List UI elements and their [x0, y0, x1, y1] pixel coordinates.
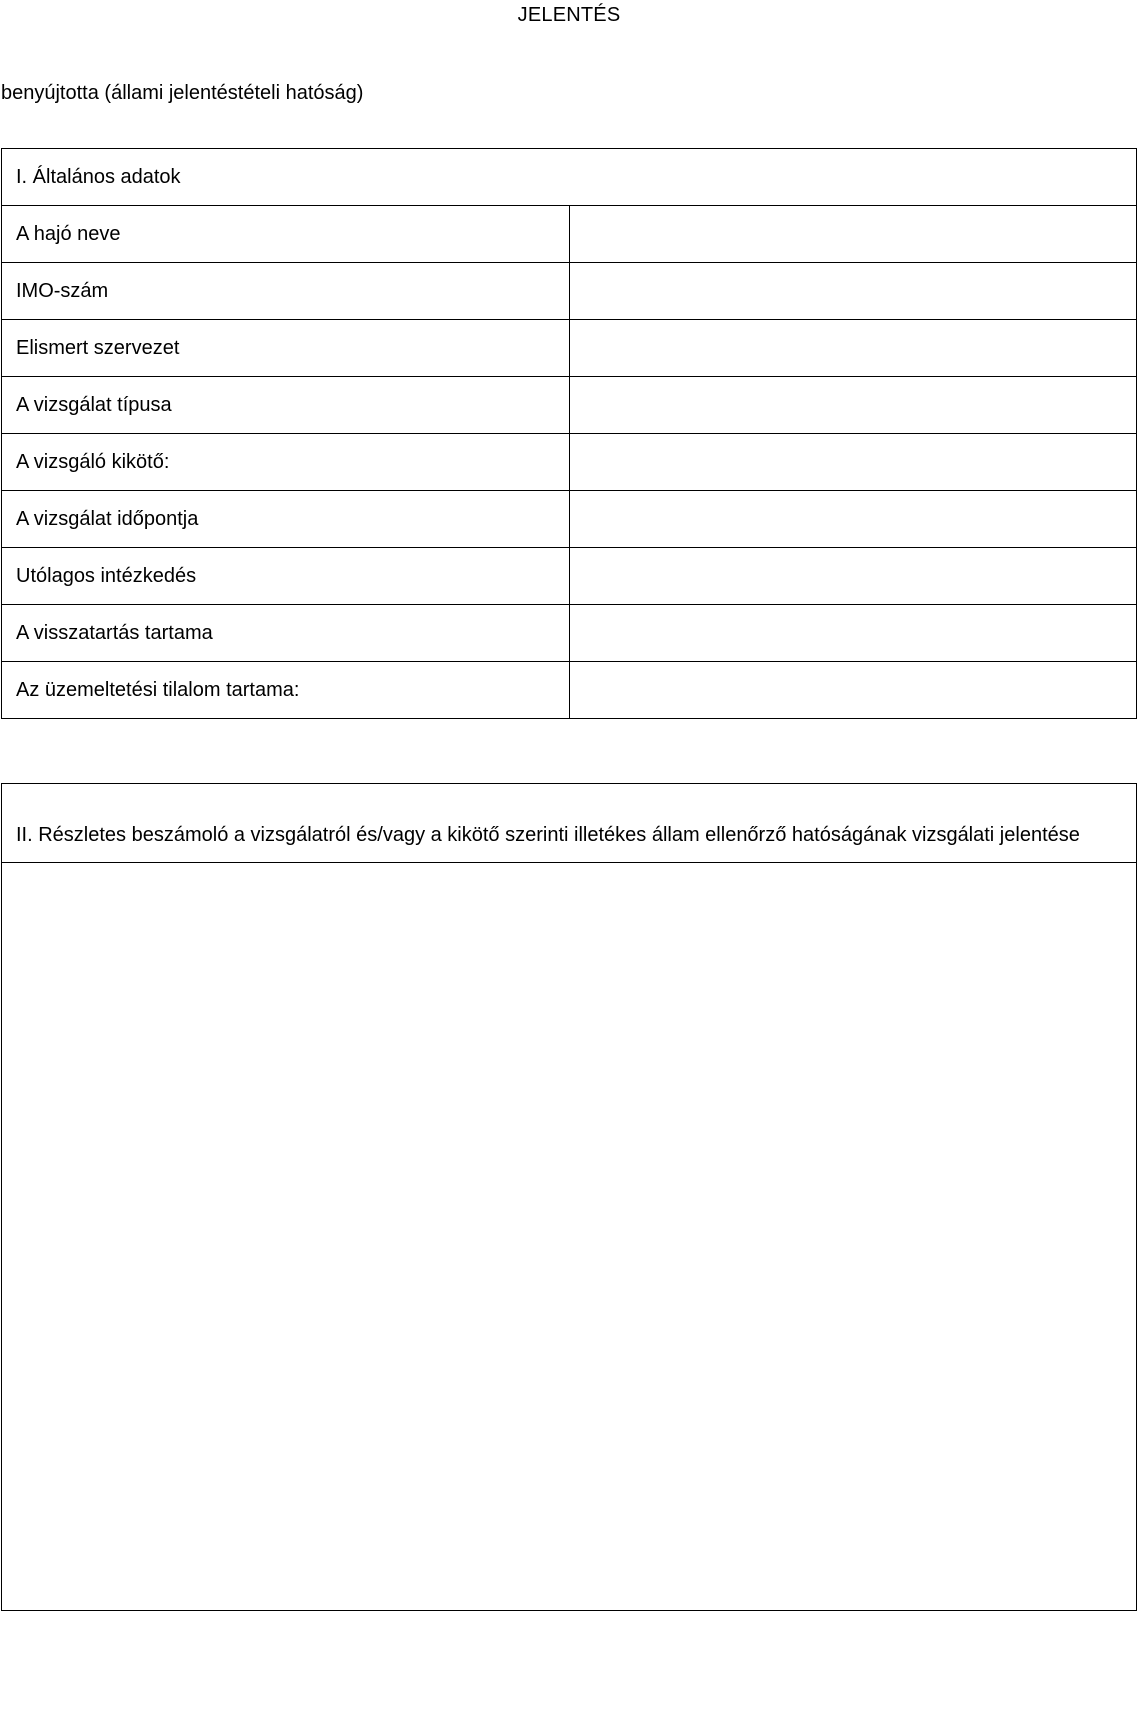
field-label-imo-number: IMO-szám	[2, 263, 570, 320]
field-value-operating-ban-duration[interactable]	[569, 662, 1137, 719]
field-label-operating-ban-duration: Az üzemeltetési tilalom tartama:	[2, 662, 570, 719]
field-label-follow-up-action: Utólagos intézkedés	[2, 548, 570, 605]
field-value-inspection-date[interactable]	[569, 491, 1137, 548]
table-row	[2, 662, 1137, 719]
general-data-table	[1, 148, 1137, 719]
detailed-report-body[interactable]	[2, 863, 1136, 1608]
table-row	[2, 434, 1137, 491]
field-value-inspection-port[interactable]	[569, 434, 1137, 491]
detailed-report-heading: II. Részletes beszámoló a vizsgálatról és/vagy a kikötő szerinti illetékes állam ellenőrző hatóságának vizsgálati jelentése	[2, 784, 1136, 863]
table-row	[2, 320, 1137, 377]
field-label-inspection-port: A vizsgáló kikötő:	[2, 434, 570, 491]
field-label-ship-name: A hajó neve	[2, 206, 570, 263]
detailed-report-box	[1, 783, 1137, 1611]
field-label-detention-duration: A visszatartás tartama	[2, 605, 570, 662]
field-value-detention-duration[interactable]	[569, 605, 1137, 662]
field-value-follow-up-action[interactable]	[569, 548, 1137, 605]
table-row	[2, 491, 1137, 548]
table-row	[2, 263, 1137, 320]
field-value-imo-number[interactable]	[569, 263, 1137, 320]
general-heading: I. Általános adatok	[2, 149, 1137, 206]
field-value-recognised-organisation[interactable]	[569, 320, 1137, 377]
submitted-by-label: benyújtotta (állami jelentéstételi hatóság)	[1, 82, 364, 104]
field-label-inspection-type: A vizsgálat típusa	[2, 377, 570, 434]
field-label-recognised-organisation: Elismert szervezet	[2, 320, 570, 377]
table-row	[2, 605, 1137, 662]
page-title: JELENTÉS	[517, 4, 621, 26]
table-row	[2, 206, 1137, 263]
field-value-inspection-type[interactable]	[569, 377, 1137, 434]
field-value-ship-name[interactable]	[569, 206, 1137, 263]
table-row	[2, 548, 1137, 605]
field-label-inspection-date: A vizsgálat időpontja	[2, 491, 570, 548]
general-heading-row	[2, 149, 1137, 206]
table-row	[2, 377, 1137, 434]
